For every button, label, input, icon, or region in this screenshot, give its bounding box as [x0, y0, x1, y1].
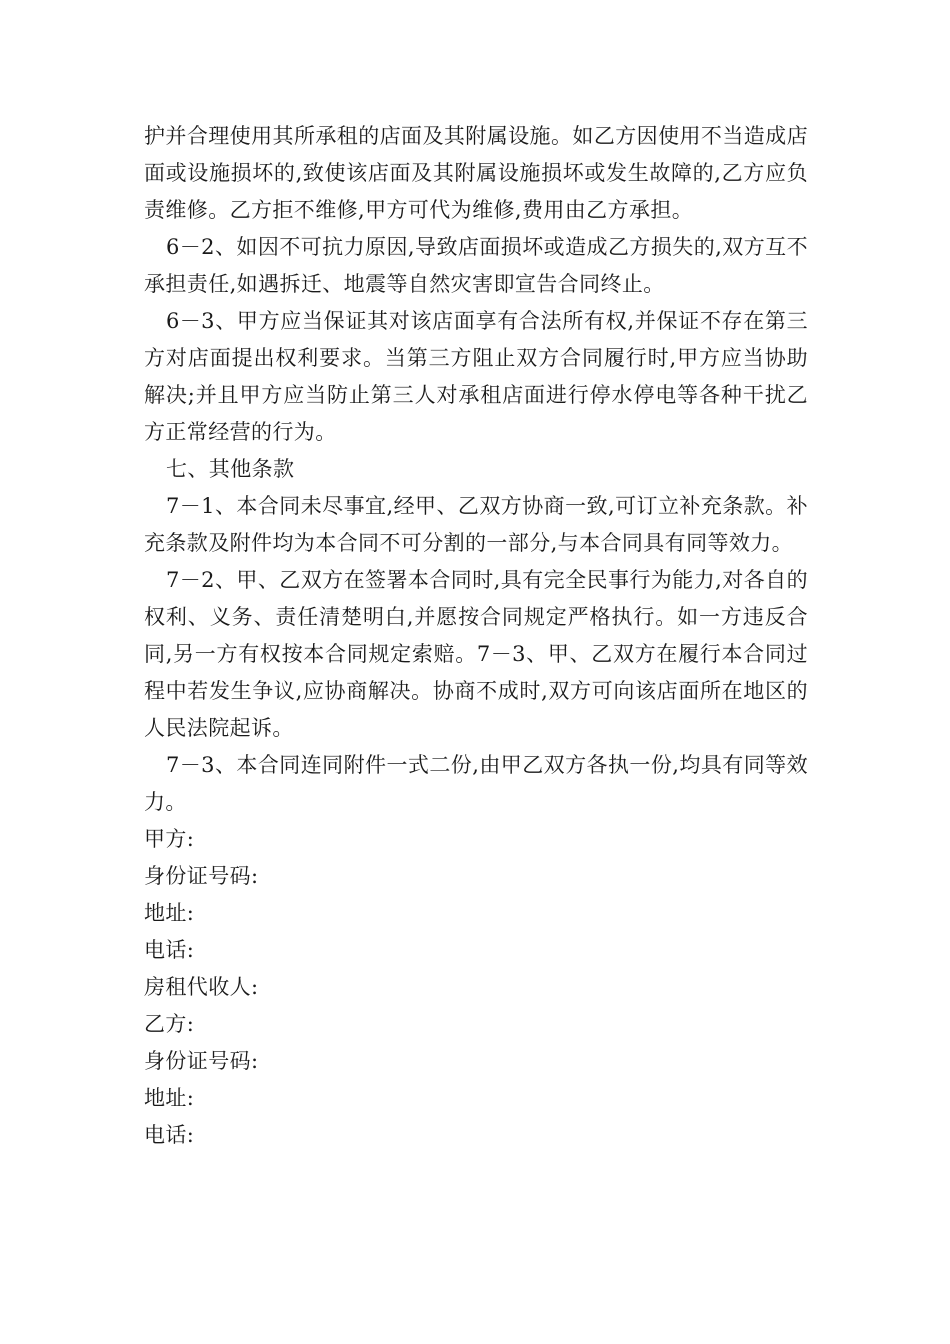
signature-field-party-b: 乙方: — [144, 1012, 195, 1036]
signature-field-party-b-phone: 电话: — [144, 1123, 195, 1147]
paragraph-maintenance-continued: 护并合理使用其所承租的店面及其附属设施。如乙方因使用不当造成店面或设施损坏的,致使该店面及其附属设施损坏或发生故障的,乙方应负责维修。乙方拒不维修,甲方可代为维修,费用由乙方承担。 — [144, 124, 808, 222]
section-heading-other-terms: 七、其他条款 — [166, 457, 295, 481]
signature-field-party-a-address: 地址: — [144, 901, 195, 925]
signature-field-party-a-phone: 电话: — [144, 938, 195, 962]
signature-field-party-a: 甲方: — [144, 827, 195, 851]
paragraph-clause-6-3: 6－3、甲方应当保证其对该店面享有合法所有权,并保证不存在第三方对店面提出权利要求。当第三方阻止双方合同履行时,甲方应当协助解决;并且甲方应当防止第三人对承租店面进行停水停电等各种干扰乙方正常经营的行为。 — [144, 309, 808, 444]
paragraph-clause-7-2: 7－2、甲、乙双方在签署本合同时,具有完全民事行为能力,对各自的权利、义务、责任清楚明白,并愿按合同规定严格执行。如一方违反合同,另一方有权按本合同规定索赔。7－3、甲、乙双方在履行本合同过程中若发生争议,应协商解决。协商不成时,双方可向该店面所在地区的人民法院起诉。 — [144, 568, 808, 740]
paragraph-clause-6-2: 6－2、如因不可抗力原因,导致店面损坏或造成乙方损失的,双方互不承担责任,如遇拆迁、地震等自然灾害即宣告合同终止。 — [144, 235, 808, 296]
signature-field-party-a-id: 身份证号码: — [144, 864, 259, 888]
signature-field-rent-collector: 房租代收人: — [144, 975, 259, 999]
signature-field-party-b-address: 地址: — [144, 1086, 195, 1110]
paragraph-clause-7-1: 7－1、本合同未尽事宜,经甲、乙双方协商一致,可订立补充条款。补充条款及附件均为本合同不可分割的一部分,与本合同具有同等效力。 — [144, 494, 808, 555]
signature-field-party-b-id: 身份证号码: — [144, 1049, 259, 1073]
signature-block — [144, 821, 808, 1154]
document-body — [144, 118, 808, 1154]
paragraph-clause-7-3: 7－3、本合同连同附件一式二份,由甲乙双方各执一份,均具有同等效力。 — [144, 753, 808, 814]
